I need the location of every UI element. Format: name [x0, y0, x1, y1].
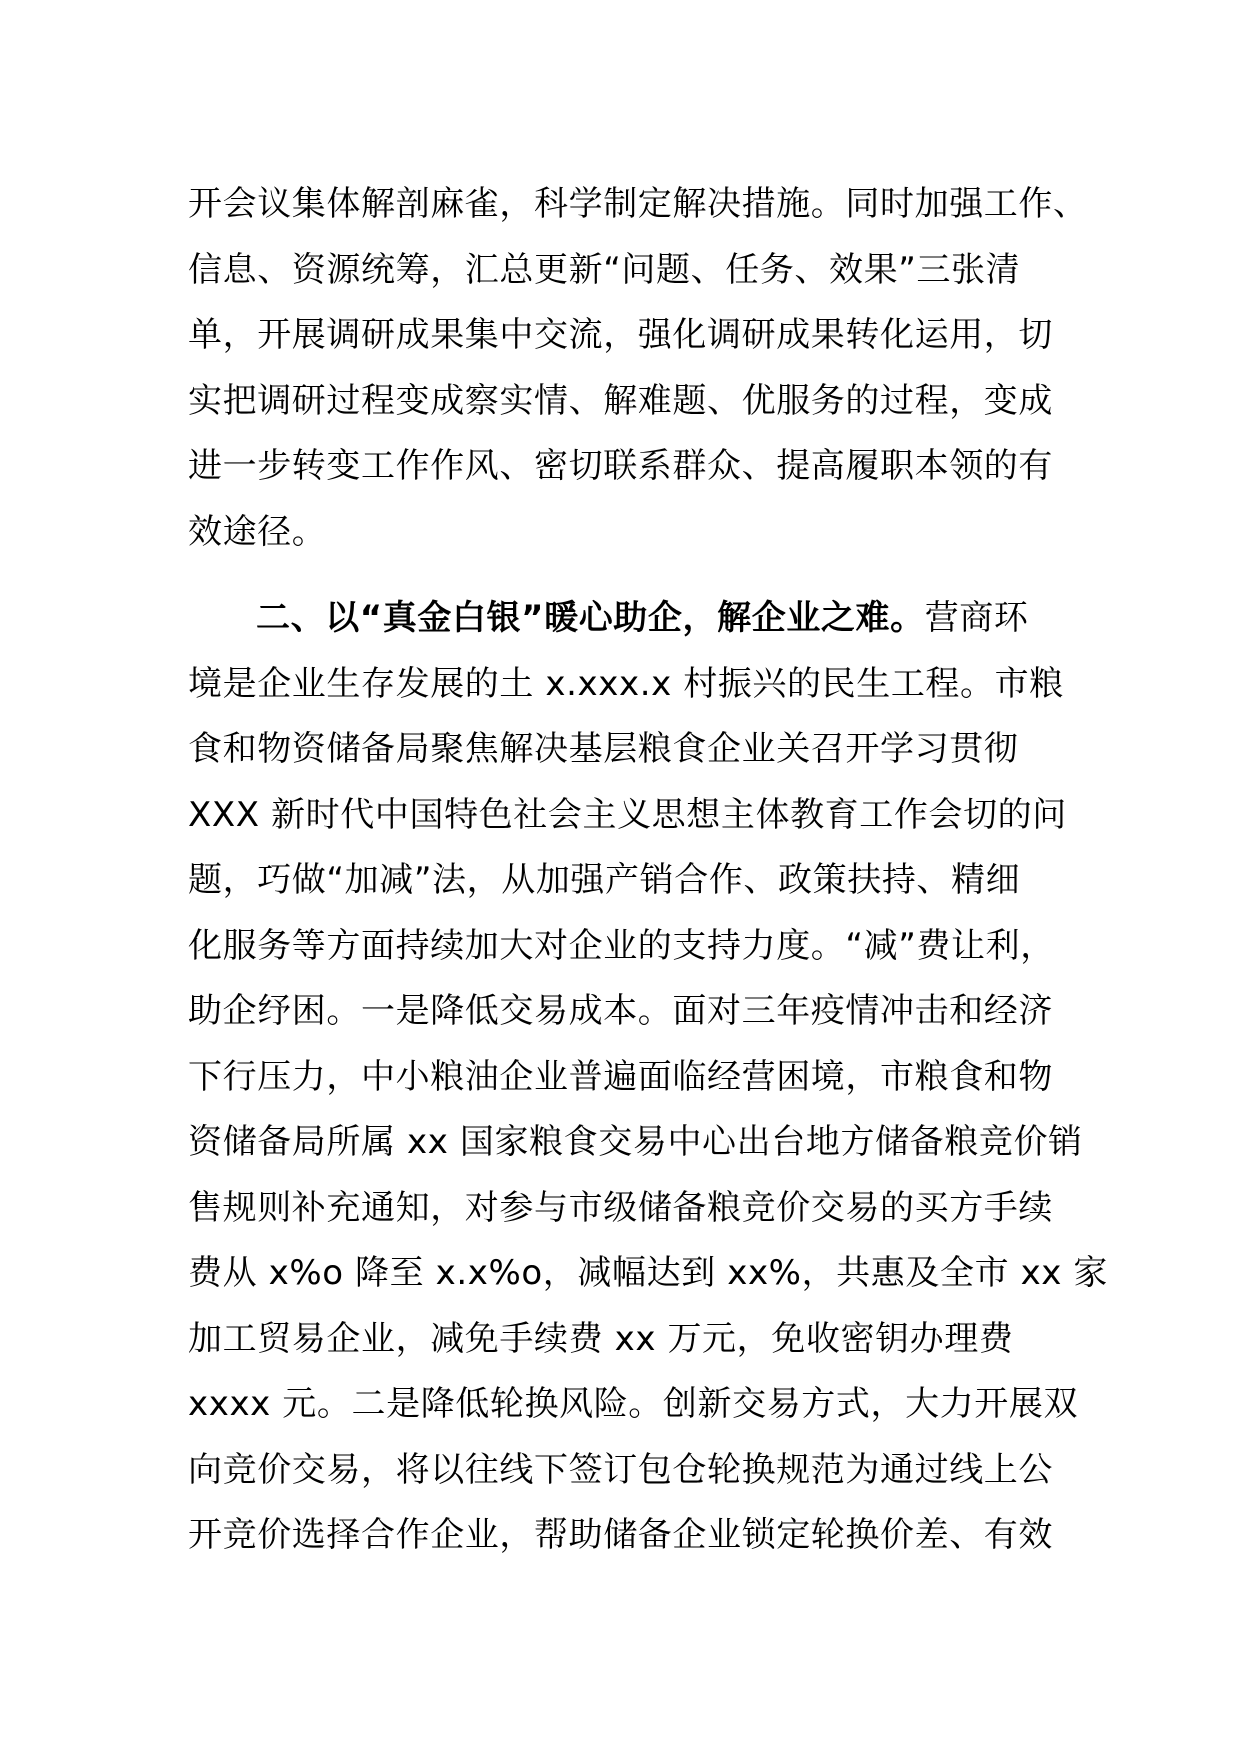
text-line: 资储备局所属 xx 国家粮食交易中心出台地方储备粮竞价销	[188, 1122, 1083, 1162]
text-line: 加工贸易企业，减免手续费 xx 万元，免收密钥办理费	[188, 1318, 1014, 1359]
text-line: 食和物资储备局聚焦解决基层粮食企业关召开学习贯彻	[188, 729, 1019, 769]
document-body	[188, 172, 1109, 1569]
section-heading-line	[188, 586, 1068, 652]
section-heading: 二、以“真金白银”暖心助企，解企业之难。	[256, 598, 925, 638]
text-line: 题，巧做“加减”法，从加强产销合作、政策扶持、精细	[188, 860, 1021, 900]
text-line: 单，开展调研成果集中交流，强化调研成果转化运用，切	[188, 315, 1053, 355]
text-line: 下行压力，中小粮油企业普遍面临经营困境，市粮食和物	[188, 1056, 1053, 1097]
text-line: 向竞价交易，将以往线下签订包仓轮换规范为通过线上公	[188, 1449, 1053, 1490]
text-line: 实把调研过程变成察实情、解难题、优服务的过程，变成	[188, 380, 1053, 421]
text-line: XXX 新时代中国特色社会主义思想主体教育工作会切的问	[188, 794, 1067, 835]
text-line: xxxx 元。二是降低轮换风险。创新交易方式，大力开展双	[188, 1384, 1079, 1424]
text-line: 开会议集体解剖麻雀，科学制定解决措施。同时加强工作、	[188, 184, 1088, 224]
text-line: 开竞价选择合作企业，帮助储备企业锁定轮换价差、有效	[188, 1515, 1053, 1555]
text-line: 境是企业生存发展的土 x.xxx.x 村振兴的民生工程。市粮	[188, 663, 1064, 704]
text-line: 进一步转变工作作风、密切联系群众、提高履职本领的有	[188, 446, 1053, 486]
text-line: 化服务等方面持续加大对企业的支持力度。“减”费让利，	[188, 925, 1055, 966]
text-run: 营商环	[924, 598, 1029, 638]
text-line: 费从 x%o 降至 x.x%o，减幅达到 xx%，共惠及全市 xx 家	[188, 1253, 1109, 1293]
text-line: 信息、资源统筹，汇总更新“问题、任务、效果”三张清	[188, 249, 1021, 290]
paragraph-gap	[188, 565, 1068, 586]
text-line: 效途径。	[188, 511, 327, 552]
text-line: 售规则补充通知，对参与市级储备粮竞价交易的买方手续	[188, 1187, 1053, 1228]
text-line: 助企纾困。一是降低交易成本。面对三年疫情冲击和经济	[188, 991, 1053, 1031]
